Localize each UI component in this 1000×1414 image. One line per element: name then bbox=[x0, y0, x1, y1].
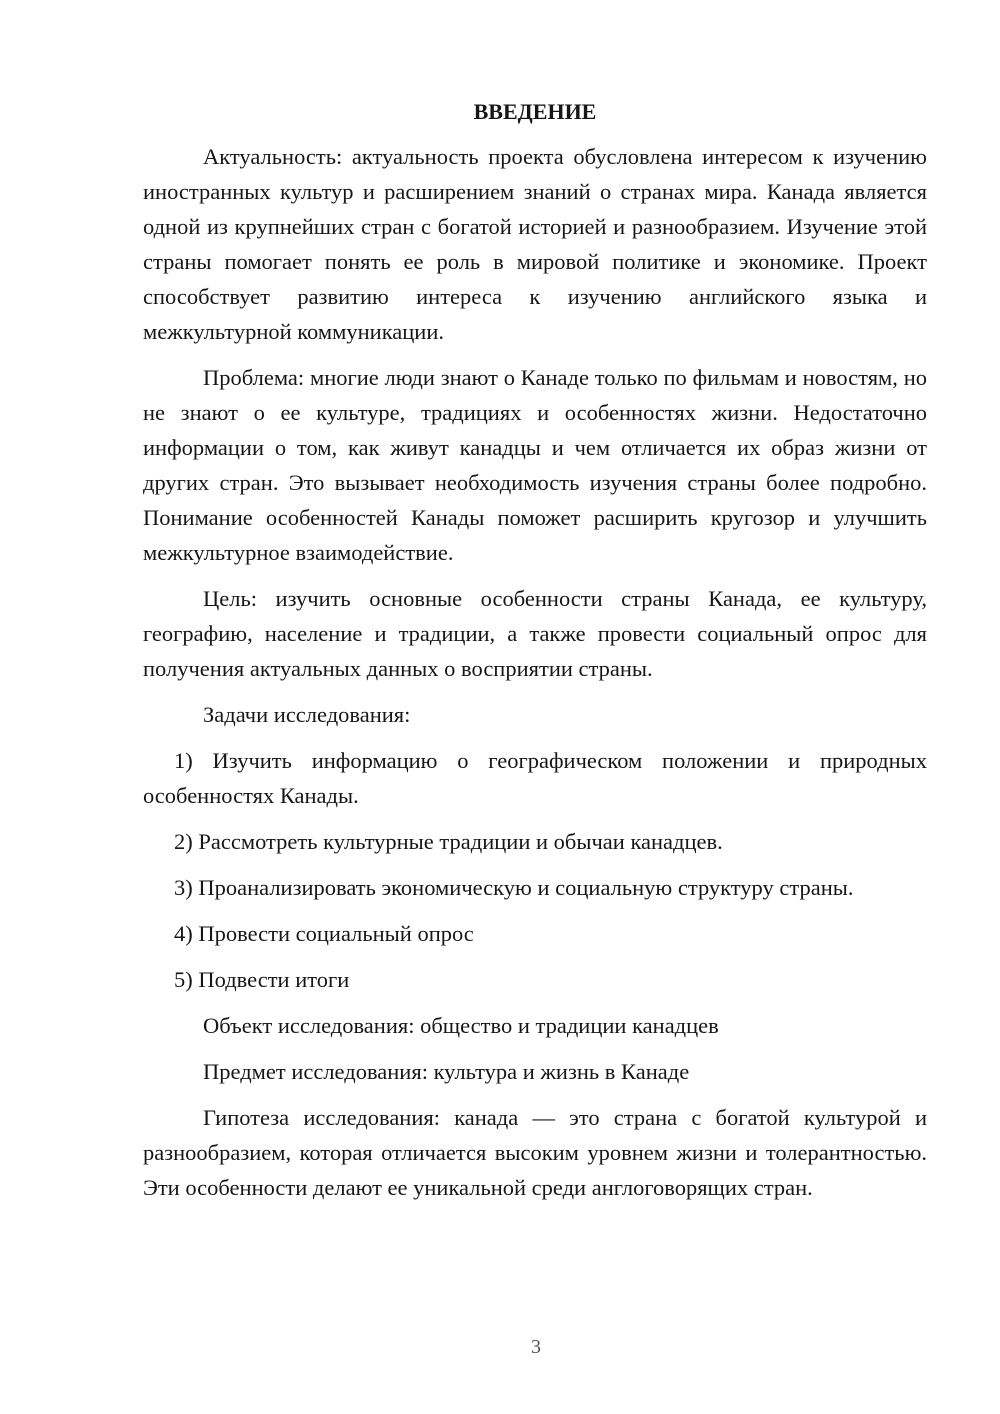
research-hypothesis: Гипотеза исследования: канада — это страна с богатой культурой и разнообразием, которая отличается высоким уровнем жизни и толерантностью. Эти особенности делают ее уникальной среди англоговорящих стран. bbox=[143, 1105, 927, 1200]
paragraph-relevance: Актуальность: актуальность проекта обусловлена интересом к изучению иностранных культур и расширением знаний о странах мира. Канада является одной из крупнейших стран с богатой историей и разнообразием. Изучение этой страны помогает понять ее роль в мировой политике и экономике. Проект способствует развитию интереса к изучению английского языка и межкультурной коммуникации. bbox=[143, 144, 927, 344]
research-object: Объект исследования: общество и традиции канадцев bbox=[203, 1013, 719, 1038]
paragraph-goal: Цель: изучить основные особенности страны Канада, ее культуру, географию, население и традиции, а также провести социальный опрос для получения актуальных данных о восприятии страны. bbox=[143, 586, 927, 681]
tasks-heading: Задачи исследования: bbox=[203, 702, 411, 727]
paragraph-problem: Проблема: многие люди знают о Канаде только по фильмам и новостям, но не знают о ее культуре, традициях и особенностях жизни. Недостаточно информации о том, как живут канадцы и чем отличается их образ жизни от других стран. Это вызывает необходимость изучения страны более подробно. Понимание особенностей Канады поможет расширить кругозор и улучшить межкультурное взаимодействие. bbox=[143, 365, 927, 565]
task-item-2: 2) Рассмотреть культурные традиции и обычаи канадцев. bbox=[174, 829, 723, 854]
document-page bbox=[143, 94, 927, 1205]
task-item-4: 4) Провести социальный опрос bbox=[174, 921, 474, 946]
page-title: ВВЕДЕНИЕ bbox=[473, 99, 597, 124]
task-item-1: 1) Изучить информацию о географическом положении и природных особенностях Канады. bbox=[143, 748, 927, 808]
research-subject: Предмет исследования: культура и жизнь в Канаде bbox=[203, 1059, 690, 1084]
task-item-5: 5) Подвести итоги bbox=[174, 967, 350, 992]
page-number: 3 bbox=[531, 1336, 541, 1358]
task-item-3: 3) Проанализировать экономическую и социальную структуру страны. bbox=[174, 875, 854, 900]
